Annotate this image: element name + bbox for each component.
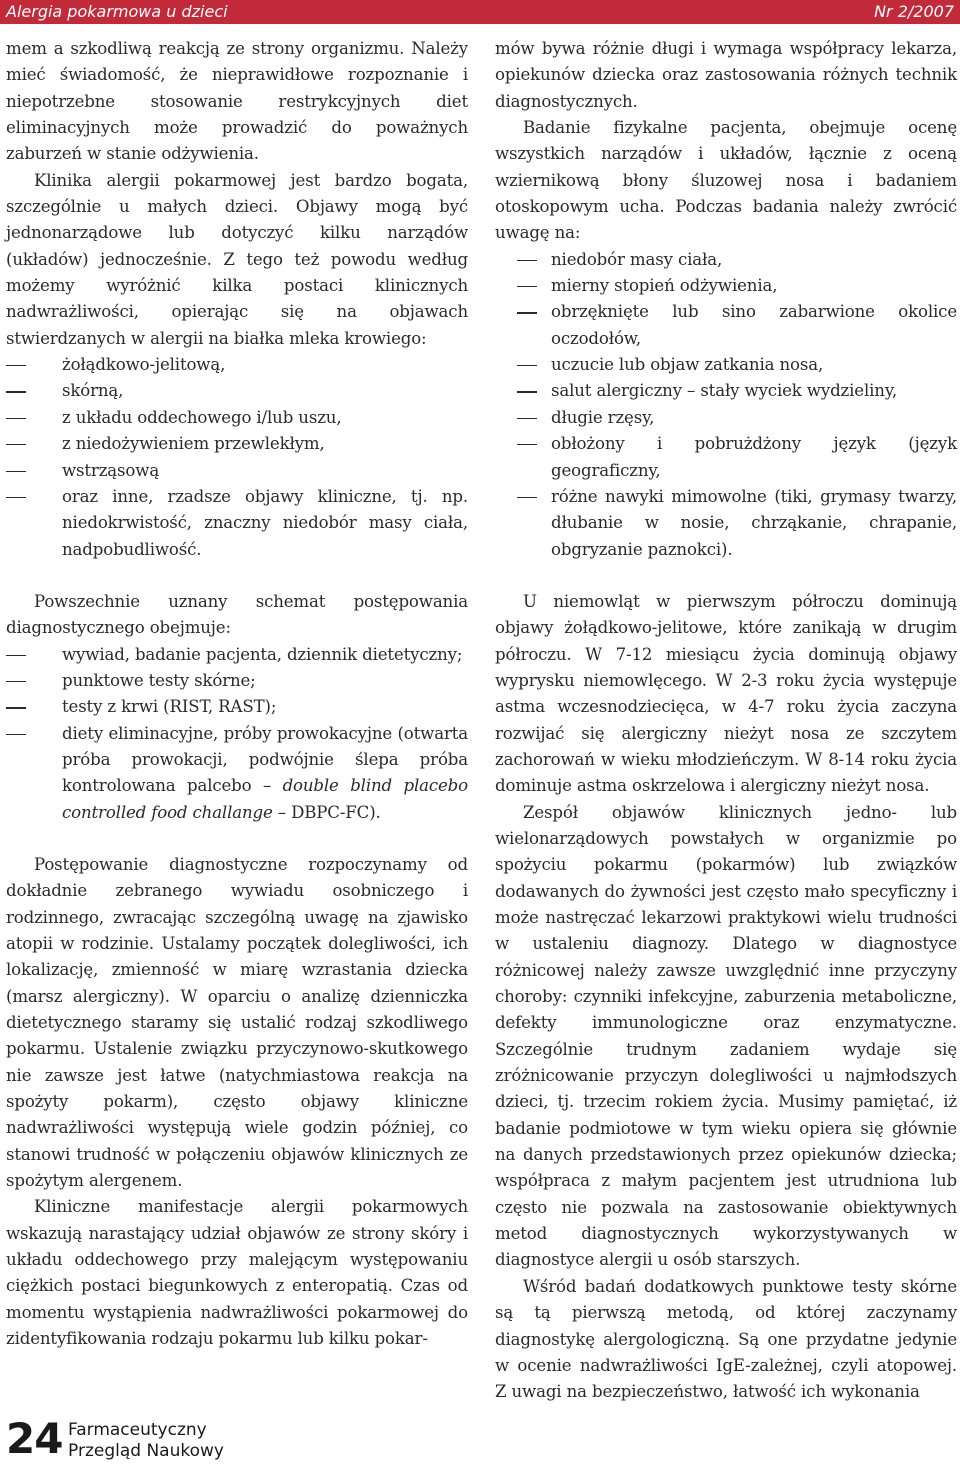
examination-findings-list xyxy=(495,247,957,563)
list-item: z układu oddechowego i/lub uszu, xyxy=(6,405,468,431)
list-item: salut alergiczny – stały wyciek wydzieliny, xyxy=(495,378,957,404)
journal-name xyxy=(68,1420,224,1462)
list-item: obrzęknięte lub sino zabarwione okolice oczodołów, xyxy=(495,299,957,352)
list-item: mierny stopień odżywienia, xyxy=(495,273,957,299)
list-item: długie rzęsy, xyxy=(495,405,957,431)
journal-name-line-2: Przegląd Naukowy xyxy=(68,1441,224,1461)
left-paragraph-3: Powszechnie uznany schemat postępowania diagnostycznego obejmuje: xyxy=(6,591,468,638)
right-paragraph-5: Wśród badań dodatkowych punktowe testy skórne są tą pierwszą metodą, od której zaczynamy diagnostykę alergologiczną. Są one przydatne jedynie w ocenie nadwrażliwości IgE-zależnej, czyli atopowej. Z uwagi na bezpieczeństwo, łatwość ich wykonania xyxy=(495,1276,957,1402)
list-item: z niedożywieniem przewlekłym, xyxy=(6,431,468,457)
issue-number: Nr 2/2007 xyxy=(874,2,954,21)
list-item: testy z krwi (RIST, RAST); xyxy=(6,694,468,720)
diagnostic-scheme-list xyxy=(6,642,468,826)
list-item: obłożony i pobrużdżony język (język geograficzny, xyxy=(495,431,957,484)
allergy-forms-list xyxy=(6,352,468,563)
right-paragraph-2: Badanie fizykalne pacjenta, obejmuje ocenę wszystkich narządów i układów, łącznie z oceną wziernikową błony śluzowej nosa i badaniem otoskopowym ucha. Podczas badania należy zwrócić uwagę na: xyxy=(495,118,957,243)
page-number: 24 xyxy=(6,1414,63,1463)
running-header xyxy=(0,0,960,24)
article-section-title: Alergia pokarmowa u dzieci xyxy=(6,2,228,21)
right-paragraph-4: Zespół objawów klinicznych jedno- lub wielonarządowych powstałych w organizmie po spożyciu pokarmu (pokarmów) lub związków dodawanych do żywności jest często mało specyficzny i może nastręczać lekarzowi praktykowi wielu trudności w ustaleniu diagnozy. Dlatego w diagnostyce różnicowej należy zawsze uwzględnić inne przyczyny choroby: czynniki infekcyjne, zaburzenia metaboliczne, defekty immunologiczne oraz enzymatyczne. Szczególnie trudnym zadaniem wydaje się zróżnicowanie przyczyn dolegliwości u najmłodszych dzieci, tj. trzecim rokiem życia. Musimy pamiętać, iż badanie podmiotowe w tym wieku opiera się głównie na danych przedstawionych przez opiekunów dziecka; współpraca z małym pacjentem jest utrudniona lub często nie pozwala na zastosowanie obiektywnych metod diagnostycznych wykorzystywanych w diagnostyce alergii u osób starszych. xyxy=(495,802,957,1270)
left-column xyxy=(6,36,468,1353)
left-paragraph-5: Kliniczne manifestacje alergii pokarmowych wskazują narastający udział objawów ze strony skóry i układu oddechowego przy malejącym występowaniu ciężkich postaci biegunkowych z enteropatią. Czas od momentu wystąpienia nadwrażliwości pokarmowej do zidentyfikowania rodzaju pokarmu lub kilku pokar- xyxy=(6,1197,468,1349)
list-item: różne nawyki mimowolne (tiki, grymasy twarzy, dłubanie w nosie, chrząkanie, chrapanie, obgryzanie paznokci). xyxy=(495,484,957,563)
list-item: wywiad, badanie pacjenta, dziennik dietetyczny; xyxy=(6,642,468,668)
list-item: wstrząsową xyxy=(6,458,468,484)
left-paragraph-2: Klinika alergii pokarmowej jest bardzo bogata, szczególnie u małych dzieci. Objawy mogą być jednonarządowe lub dotyczyć kilku narządów (układów) jednocześnie. Z tego też powodu według możemy wyróżnić kilka postaci klinicznych nadwrażliwości, opierając się na objawach stwierdzanych w alergii na białka mleka krowiego: xyxy=(6,170,468,348)
list-item: niedobór masy ciała, xyxy=(495,247,957,273)
left-paragraph-4: Postępowanie diagnostyczne rozpoczynamy od dokładnie zebranego wywiadu osobniczego i rodzinnego, zwracając szczególną uwagę na zjawisko atopii w rodzinie. Ustalamy początek dolegliwości, ich lokalizację, zmienność w miarę wzrastania dziecka (marsz alergiczny). W oparciu o analizę dzienniczka dietetycznego staramy się ustalić rodzaj szkodliwego pokarmu. Ustalenie związku przyczynowo-skutkowego nie zawsze jest łatwe (natychmiastowa reakcja na spożyty pokarm), często objawy kliniczne nadwrażliwości występują wiele godzin później, co stanowi trudność w połączeniu objawów klinicznych ze spożytym alergenem. xyxy=(6,854,468,1191)
list-item: skórną, xyxy=(6,378,468,404)
list-item: uczucie lub objaw zatkania nosa, xyxy=(495,352,957,378)
journal-name-line-1: Farmaceutyczny xyxy=(68,1420,207,1440)
list-item-text: diety eliminacyjne, próby prowokacyjne (otwarta próba prowokacji, podwójnie ślepa próba kontrolowana palcebo – xyxy=(62,723,468,796)
list-item xyxy=(6,721,468,826)
page-footer xyxy=(6,1414,406,1464)
left-paragraph-1: mem a szkodliwą reakcją ze strony organizmu. Należy mieć świadomość, że nieprawidłowe rozpoznanie i niepotrzebne stosowanie restrykcyjnych diet eliminacyjnych może prowadzić do poważnych zaburzeń w stanie odżywienia. xyxy=(6,39,468,164)
right-paragraph-3: U niemowląt w pierwszym półroczu dominują objawy żołądkowo-jelitowe, które zanikają w drugim półroczu. W 7-12 miesiącu życia dominują objawy wyprysku niemowlęcego. W 2-3 roku życia występuje astma wczesnodziecięca, w 4-7 roku życia zaczyna rozwijać się alergiczny nieżyt nosa ze szczytem zachorowań w wieku młodzieńczym. W 8-14 roku życia dominuje astma oskrzelowa i alergiczny nieżyt nosa. xyxy=(495,591,957,796)
list-item-italic-term: double blind placebo controlled food challange xyxy=(62,776,468,822)
list-item: oraz inne, rzadsze objawy kliniczne, tj. np. niedokrwistość, znaczny niedobór masy ciała, nadpobudliwość. xyxy=(6,484,468,563)
list-item: żołądkowo-jelitową, xyxy=(6,352,468,378)
right-paragraph-1: mów bywa różnie długi i wymaga współpracy lekarza, opiekunów dziecka oraz zastosowania różnych technik diagnostycznych. xyxy=(495,39,957,111)
list-item: punktowe testy skórne; xyxy=(6,668,468,694)
right-column xyxy=(495,36,957,1406)
list-item-text: – DBPC-FC). xyxy=(272,802,381,822)
